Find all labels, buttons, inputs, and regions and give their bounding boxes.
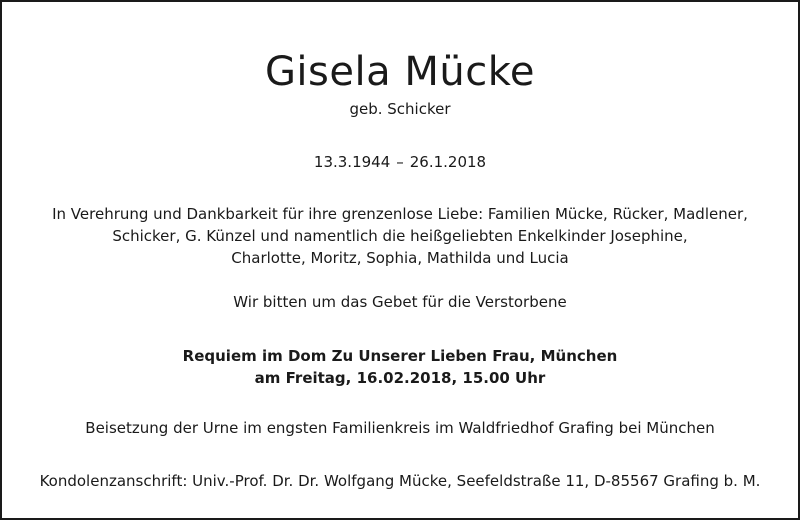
prayer-request: Wir bitten um das Gebet für die Verstorbene [233, 293, 567, 311]
dedication-text [2, 203, 798, 269]
requiem-date-time: am Freitag, 16.02.2018, 15.00 Uhr [254, 369, 546, 387]
date-separator: – [396, 153, 404, 171]
birth-date: 13.3.1944 [313, 153, 391, 171]
deceased-name: Gisela Mücke [264, 49, 536, 95]
burial-information: Beisetzung der Urne im engsten Familienkreis im Waldfriedhof Grafing bei München [85, 419, 715, 437]
maiden-name: geb. Schicker [349, 100, 451, 118]
life-dates [2, 151, 798, 173]
dedication-line: Charlotte, Moritz, Sophia, Mathilda und Lucia [231, 249, 569, 267]
dedication-line: In Verehrung und Dankbarkeit für ihre grenzenlose Liebe: Familien Mücke, Rücker, Madlener, [52, 205, 748, 223]
condolence-address: Kondolenzanschrift: Univ.-Prof. Dr. Dr. Wolfgang Mücke, Seefeldstraße 11, D-85567 Grafing b. M. [39, 472, 761, 490]
requiem-location: Requiem im Dom Zu Unserer Lieben Frau, München [182, 347, 618, 365]
death-date: 26.1.2018 [409, 153, 487, 171]
requiem-details [2, 345, 798, 389]
dedication-line: Schicker, G. Künzel und namentlich die heißgeliebten Enkelkinder Josephine, [112, 227, 688, 245]
